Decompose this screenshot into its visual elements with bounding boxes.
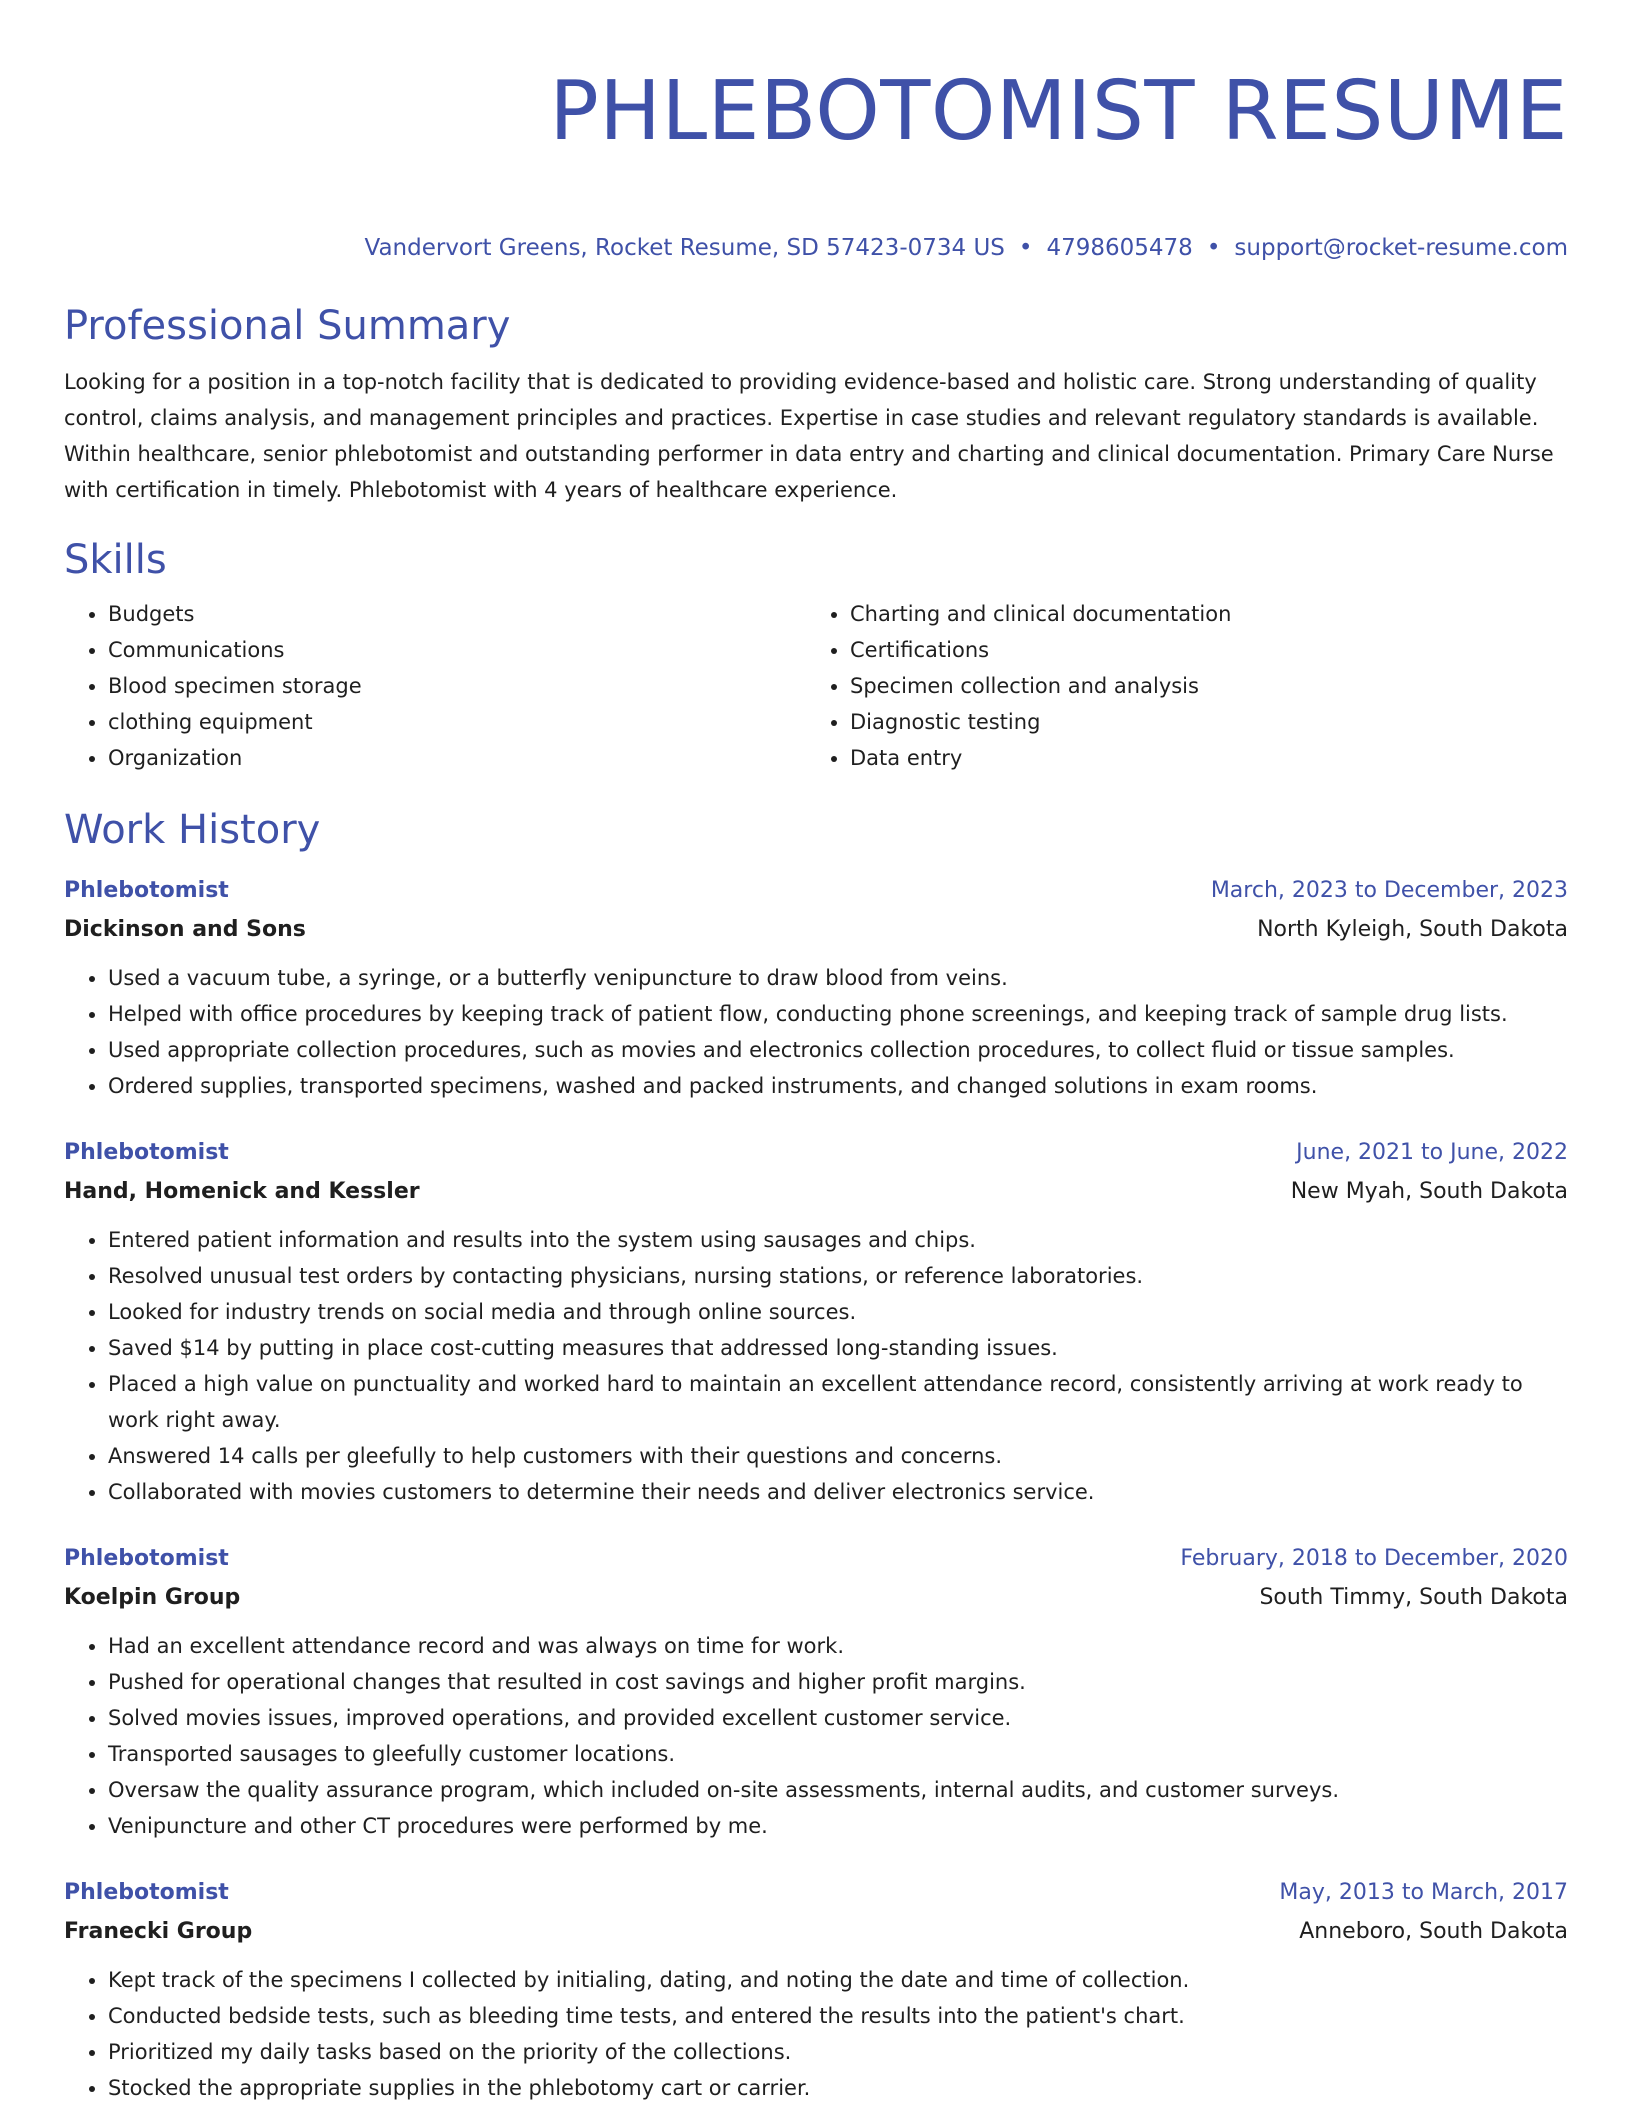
job-bullet: • Entered patient information and results into the system using sausages and chips.: [108, 1222, 1568, 1258]
job-header-row: [64, 1134, 1568, 1172]
job-bullet: • Pushed for operational changes that resulted in cost savings and higher profit margins.: [108, 1664, 1568, 1700]
skill-item: • Specimen collection and analysis: [850, 668, 1548, 704]
contact-separator: •: [1018, 235, 1033, 261]
job-location: Anneboro, South Dakota: [1299, 1919, 1568, 1944]
skill-item: • Diagnostic testing: [850, 704, 1548, 740]
job-bullet: • Ordered supplies, transported specimens, washed and packed instruments, and changed solutions in exam rooms.: [108, 1068, 1568, 1104]
skills-heading: Skills: [64, 537, 167, 583]
contact-phone: 4798605478: [1046, 235, 1193, 261]
job-bullet: • Looked for industry trends on social media and through online sources.: [108, 1294, 1568, 1330]
job-company-row: [64, 1912, 1568, 1952]
job-bullet: • Venipuncture and other CT procedures were performed by me.: [108, 1808, 1568, 1844]
skill-item: • Communications: [108, 632, 806, 668]
contact-line: [64, 232, 1568, 264]
job-header-row: [64, 872, 1568, 910]
skill-item: • clothing equipment: [108, 704, 806, 740]
job-bullet: • Prioritized my daily tasks based on the priority of the collections.: [108, 2034, 1568, 2070]
skill-item: • Certifications: [850, 632, 1548, 668]
job-company: Franecki Group: [64, 1919, 253, 1944]
job-entry: [64, 1874, 1568, 2106]
skills-grid: [64, 596, 1568, 776]
job-dates: March, 2023 to December, 2023: [1210, 878, 1568, 903]
job-bullet: • Solved movies issues, improved operations, and provided excellent customer service.: [108, 1700, 1568, 1736]
resume-title: PHLEBOTOMIST RESUME: [549, 64, 1568, 159]
job-bullets: [64, 1962, 1568, 2106]
skill-item: • Data entry: [850, 740, 1548, 776]
skills-list-right: [806, 596, 1548, 776]
skill-item: • Blood specimen storage: [108, 668, 806, 704]
job-company: Dickinson and Sons: [64, 917, 306, 942]
job-title: Phlebotomist: [64, 1880, 229, 1905]
job-title: Phlebotomist: [64, 1140, 229, 1165]
job-bullet: • Used appropriate collection procedures, such as movies and electronics collection procedures, to collect fluid or tissue samples.: [108, 1032, 1568, 1068]
job-entry: [64, 872, 1568, 1104]
job-company: Koelpin Group: [64, 1585, 241, 1610]
contact-email[interactable]: support@rocket-resume.com: [1234, 235, 1568, 261]
skill-item: • Charting and clinical documentation: [850, 596, 1548, 632]
job-company-row: [64, 910, 1568, 950]
job-dates: June, 2021 to June, 2022: [1296, 1140, 1568, 1165]
job-bullets: [64, 960, 1568, 1104]
contact-address: Vandervort Greens, Rocket Resume, SD 57423-0734 US: [364, 235, 1005, 261]
job-company-row: [64, 1578, 1568, 1618]
job-bullet: • Kept track of the specimens I collected by initialing, dating, and noting the date and time of collection.: [108, 1962, 1568, 1998]
job-bullet: • Helped with office procedures by keeping track of patient flow, conducting phone screenings, and keeping track of sample drug lists.: [108, 996, 1568, 1032]
job-bullet: • Saved $14 by putting in place cost-cutting measures that addressed long-standing issues.: [108, 1330, 1568, 1366]
job-location: North Kyleigh, South Dakota: [1257, 917, 1568, 942]
job-bullet: • Conducted bedside tests, such as bleeding time tests, and entered the results into the patient's chart.: [108, 1998, 1568, 2034]
job-dates: February, 2018 to December, 2020: [1180, 1546, 1568, 1571]
job-header-row: [64, 1540, 1568, 1578]
work-history-heading: Work History: [64, 807, 321, 853]
job-bullet: • Used a vacuum tube, a syringe, or a butterfly venipuncture to draw blood from veins.: [108, 960, 1568, 996]
summary-text: Looking for a position in a top-notch facility that is dedicated to providing evidence-based and holistic care. Strong understanding of quality control, claims analysis, and management principles and practices. Expertise in case studies and relevant regulatory standards is available. Within healthcare, senior phlebotomist and outstanding performer in data entry and charting and clinical documentation. Primary Care Nurse with certification in timely. Phlebotomist with 4 years of healthcare experience.: [64, 370, 1554, 502]
job-header-row: [64, 1874, 1568, 1912]
job-company-row: [64, 1172, 1568, 1212]
job-entry: [64, 1134, 1568, 1510]
job-bullet: • Answered 14 calls per gleefully to help customers with their questions and concerns.: [108, 1438, 1568, 1474]
job-dates: May, 2013 to March, 2017: [1279, 1880, 1568, 1905]
skill-item: • Budgets: [108, 596, 806, 632]
job-bullet: • Had an excellent attendance record and was always on time for work.: [108, 1628, 1568, 1664]
job-bullet: • Transported sausages to gleefully customer locations.: [108, 1736, 1568, 1772]
job-bullet: • Stocked the appropriate supplies in the phlebotomy cart or carrier.: [108, 2070, 1568, 2106]
job-bullet: • Collaborated with movies customers to determine their needs and deliver electronics service.: [108, 1474, 1568, 1510]
skill-item: • Organization: [108, 740, 806, 776]
job-company: Hand, Homenick and Kessler: [64, 1179, 420, 1204]
job-title: Phlebotomist: [64, 1546, 229, 1571]
summary-heading: Professional Summary: [64, 303, 511, 349]
job-bullet: • Resolved unusual test orders by contacting physicians, nursing stations, or reference laboratories.: [108, 1258, 1568, 1294]
job-location: New Myah, South Dakota: [1290, 1179, 1568, 1204]
job-bullets: [64, 1628, 1568, 1844]
job-bullets: [64, 1222, 1568, 1510]
contact-separator: •: [1206, 235, 1221, 261]
job-title: Phlebotomist: [64, 878, 229, 903]
job-entry: [64, 1540, 1568, 1844]
skills-list-left: [64, 596, 806, 776]
job-bullet: • Placed a high value on punctuality and worked hard to maintain an excellent attendance record, consistently arriving at work ready to work right away.: [108, 1366, 1568, 1438]
job-bullet: • Oversaw the quality assurance program, which included on-site assessments, internal audits, and customer surveys.: [108, 1772, 1568, 1808]
job-location: South Timmy, South Dakota: [1259, 1585, 1568, 1610]
